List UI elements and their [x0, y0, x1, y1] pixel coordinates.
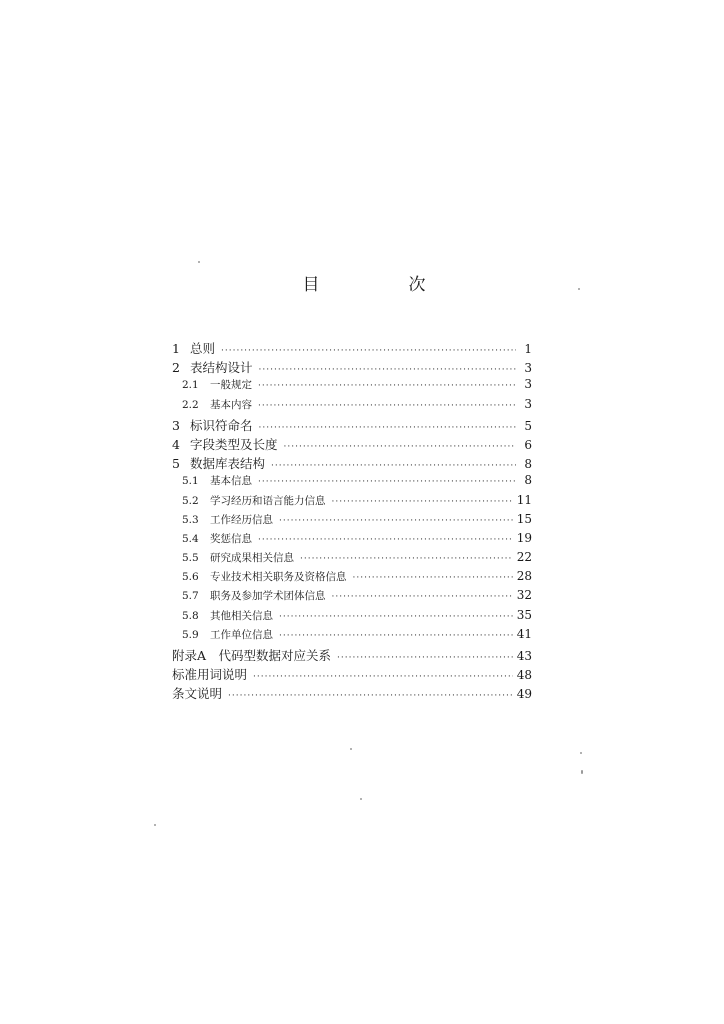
- toc-entry-page: 8: [524, 457, 532, 472]
- dot-leader: [279, 631, 513, 641]
- toc-entry-page: 49: [516, 687, 532, 702]
- dot-leader: [279, 612, 513, 622]
- table-of-contents: [172, 339, 532, 704]
- toc-entry-5-7[interactable]: [172, 588, 532, 607]
- dot-leader: [300, 554, 513, 564]
- toc-entry-label: 标准用词说明: [172, 667, 248, 683]
- toc-entry-5-9[interactable]: [172, 627, 532, 646]
- toc-entry-2[interactable]: [172, 358, 532, 377]
- toc-entry-page: 19: [516, 530, 532, 545]
- toc-entry-label: 其他相关信息: [210, 609, 273, 622]
- toc-entry-clause-explanation[interactable]: [172, 684, 532, 703]
- dot-leader: [258, 381, 516, 391]
- dot-leader: [284, 442, 516, 452]
- scan-speck: [154, 824, 156, 826]
- toc-entry-page: 43: [516, 649, 532, 663]
- dot-leader: [259, 423, 516, 433]
- toc-entry-number: 5.6: [182, 571, 199, 584]
- toc-entry-number: 5.4: [182, 532, 199, 545]
- toc-entry-page: 3: [524, 396, 532, 411]
- toc-entry-1[interactable]: [172, 339, 532, 358]
- scan-speck: [350, 748, 352, 750]
- toc-entry-label: 职务及参加学术团体信息: [210, 590, 326, 603]
- toc-entry-4[interactable]: [172, 435, 532, 454]
- scan-speck: [581, 770, 583, 774]
- toc-entry-label: 表结构设计: [190, 360, 253, 376]
- dot-leader: [332, 592, 513, 602]
- dot-leader: [258, 401, 516, 411]
- toc-entry-5-1[interactable]: [172, 473, 532, 492]
- toc-entry-page: 41: [516, 626, 532, 641]
- toc-entry-number: 5.5: [182, 552, 199, 565]
- toc-entry-5-5[interactable]: [172, 550, 532, 569]
- dot-leader: [258, 477, 516, 487]
- toc-entry-page: 22: [516, 550, 532, 565]
- toc-entry-label: 基本信息: [210, 475, 252, 488]
- toc-entry-label: 基本内容: [210, 398, 252, 411]
- toc-entry-5[interactable]: [172, 454, 532, 473]
- dot-leader: [332, 497, 513, 507]
- dot-leader: [253, 672, 513, 682]
- scan-speck: [198, 261, 200, 263]
- toc-entry-number: 2.2: [182, 398, 199, 411]
- toc-entry-number: 2: [172, 360, 180, 376]
- page-title: 目 次: [302, 275, 462, 295]
- toc-entry-page: 28: [516, 569, 532, 584]
- toc-entry-label: 工作单位信息: [210, 628, 273, 641]
- toc-entry-label: 奖惩信息: [210, 532, 252, 545]
- toc-entry-label: 工作经历信息: [210, 513, 273, 526]
- toc-entry-number: 3: [172, 417, 180, 433]
- toc-entry-page: 3: [524, 377, 532, 392]
- toc-entry-number: 1: [172, 341, 180, 356]
- toc-entry-page: 11: [516, 492, 532, 507]
- toc-entry-5-2[interactable]: [172, 493, 532, 512]
- toc-entry-page: 32: [516, 588, 532, 603]
- toc-entry-label: 学习经历和语言能力信息: [210, 494, 326, 507]
- toc-entry-page: 35: [516, 607, 532, 622]
- dot-leader: [221, 346, 516, 356]
- toc-entry-page: 5: [524, 418, 532, 433]
- toc-entry-5-4[interactable]: [172, 531, 532, 550]
- toc-entry-page: 48: [516, 668, 532, 683]
- toc-entry-2-2[interactable]: [172, 397, 532, 416]
- toc-entry-label: 专业技术相关职务及资格信息: [210, 571, 347, 584]
- dot-leader: [259, 365, 516, 375]
- toc-entry-number: 2.1: [182, 379, 199, 392]
- toc-entry-5-3[interactable]: [172, 512, 532, 531]
- toc-entry-5-6[interactable]: [172, 569, 532, 588]
- toc-entry-label: 一般规定: [210, 379, 252, 392]
- dot-leader: [228, 691, 513, 701]
- toc-entry-label: 附录A 代码型数据对应关系: [172, 648, 332, 663]
- scan-speck: [578, 288, 580, 290]
- toc-entry-3[interactable]: [172, 416, 532, 435]
- dot-leader: [271, 461, 516, 471]
- toc-entry-number: 5: [172, 456, 180, 472]
- dot-leader: [258, 535, 513, 545]
- dot-leader: [279, 516, 513, 526]
- toc-entry-page: 6: [524, 437, 532, 452]
- toc-entry-page: 1: [524, 342, 532, 356]
- toc-entry-number: 5.8: [182, 609, 199, 622]
- toc-entry-number: 5.3: [182, 513, 199, 526]
- toc-entry-appendix-a[interactable]: [172, 646, 532, 665]
- toc-entry-2-1[interactable]: [172, 377, 532, 396]
- toc-entry-label: 标识符命名: [190, 417, 253, 433]
- toc-entry-label: 总则: [190, 341, 216, 356]
- toc-entry-label: 字段类型及长度: [190, 436, 278, 452]
- scan-speck: [580, 752, 582, 754]
- toc-entry-label: 条文说明: [172, 686, 223, 702]
- toc-entry-standard-wording[interactable]: [172, 665, 532, 684]
- toc-entry-page: 8: [524, 473, 532, 488]
- scan-speck: [360, 798, 362, 800]
- toc-entry-number: 5.1: [182, 475, 199, 488]
- dot-leader: [337, 653, 513, 663]
- toc-entry-page: 3: [524, 361, 532, 376]
- toc-entry-page: 15: [516, 511, 532, 526]
- toc-entry-label: 数据库表结构: [190, 456, 266, 472]
- toc-entry-number: 5.9: [182, 628, 199, 641]
- toc-entry-label: 研究成果相关信息: [210, 552, 294, 565]
- toc-entry-5-8[interactable]: [172, 608, 532, 627]
- toc-entry-number: 5.7: [182, 590, 199, 603]
- toc-entry-number: 4: [172, 436, 180, 452]
- dot-leader: [353, 573, 513, 583]
- toc-entry-number: 5.2: [182, 494, 199, 507]
